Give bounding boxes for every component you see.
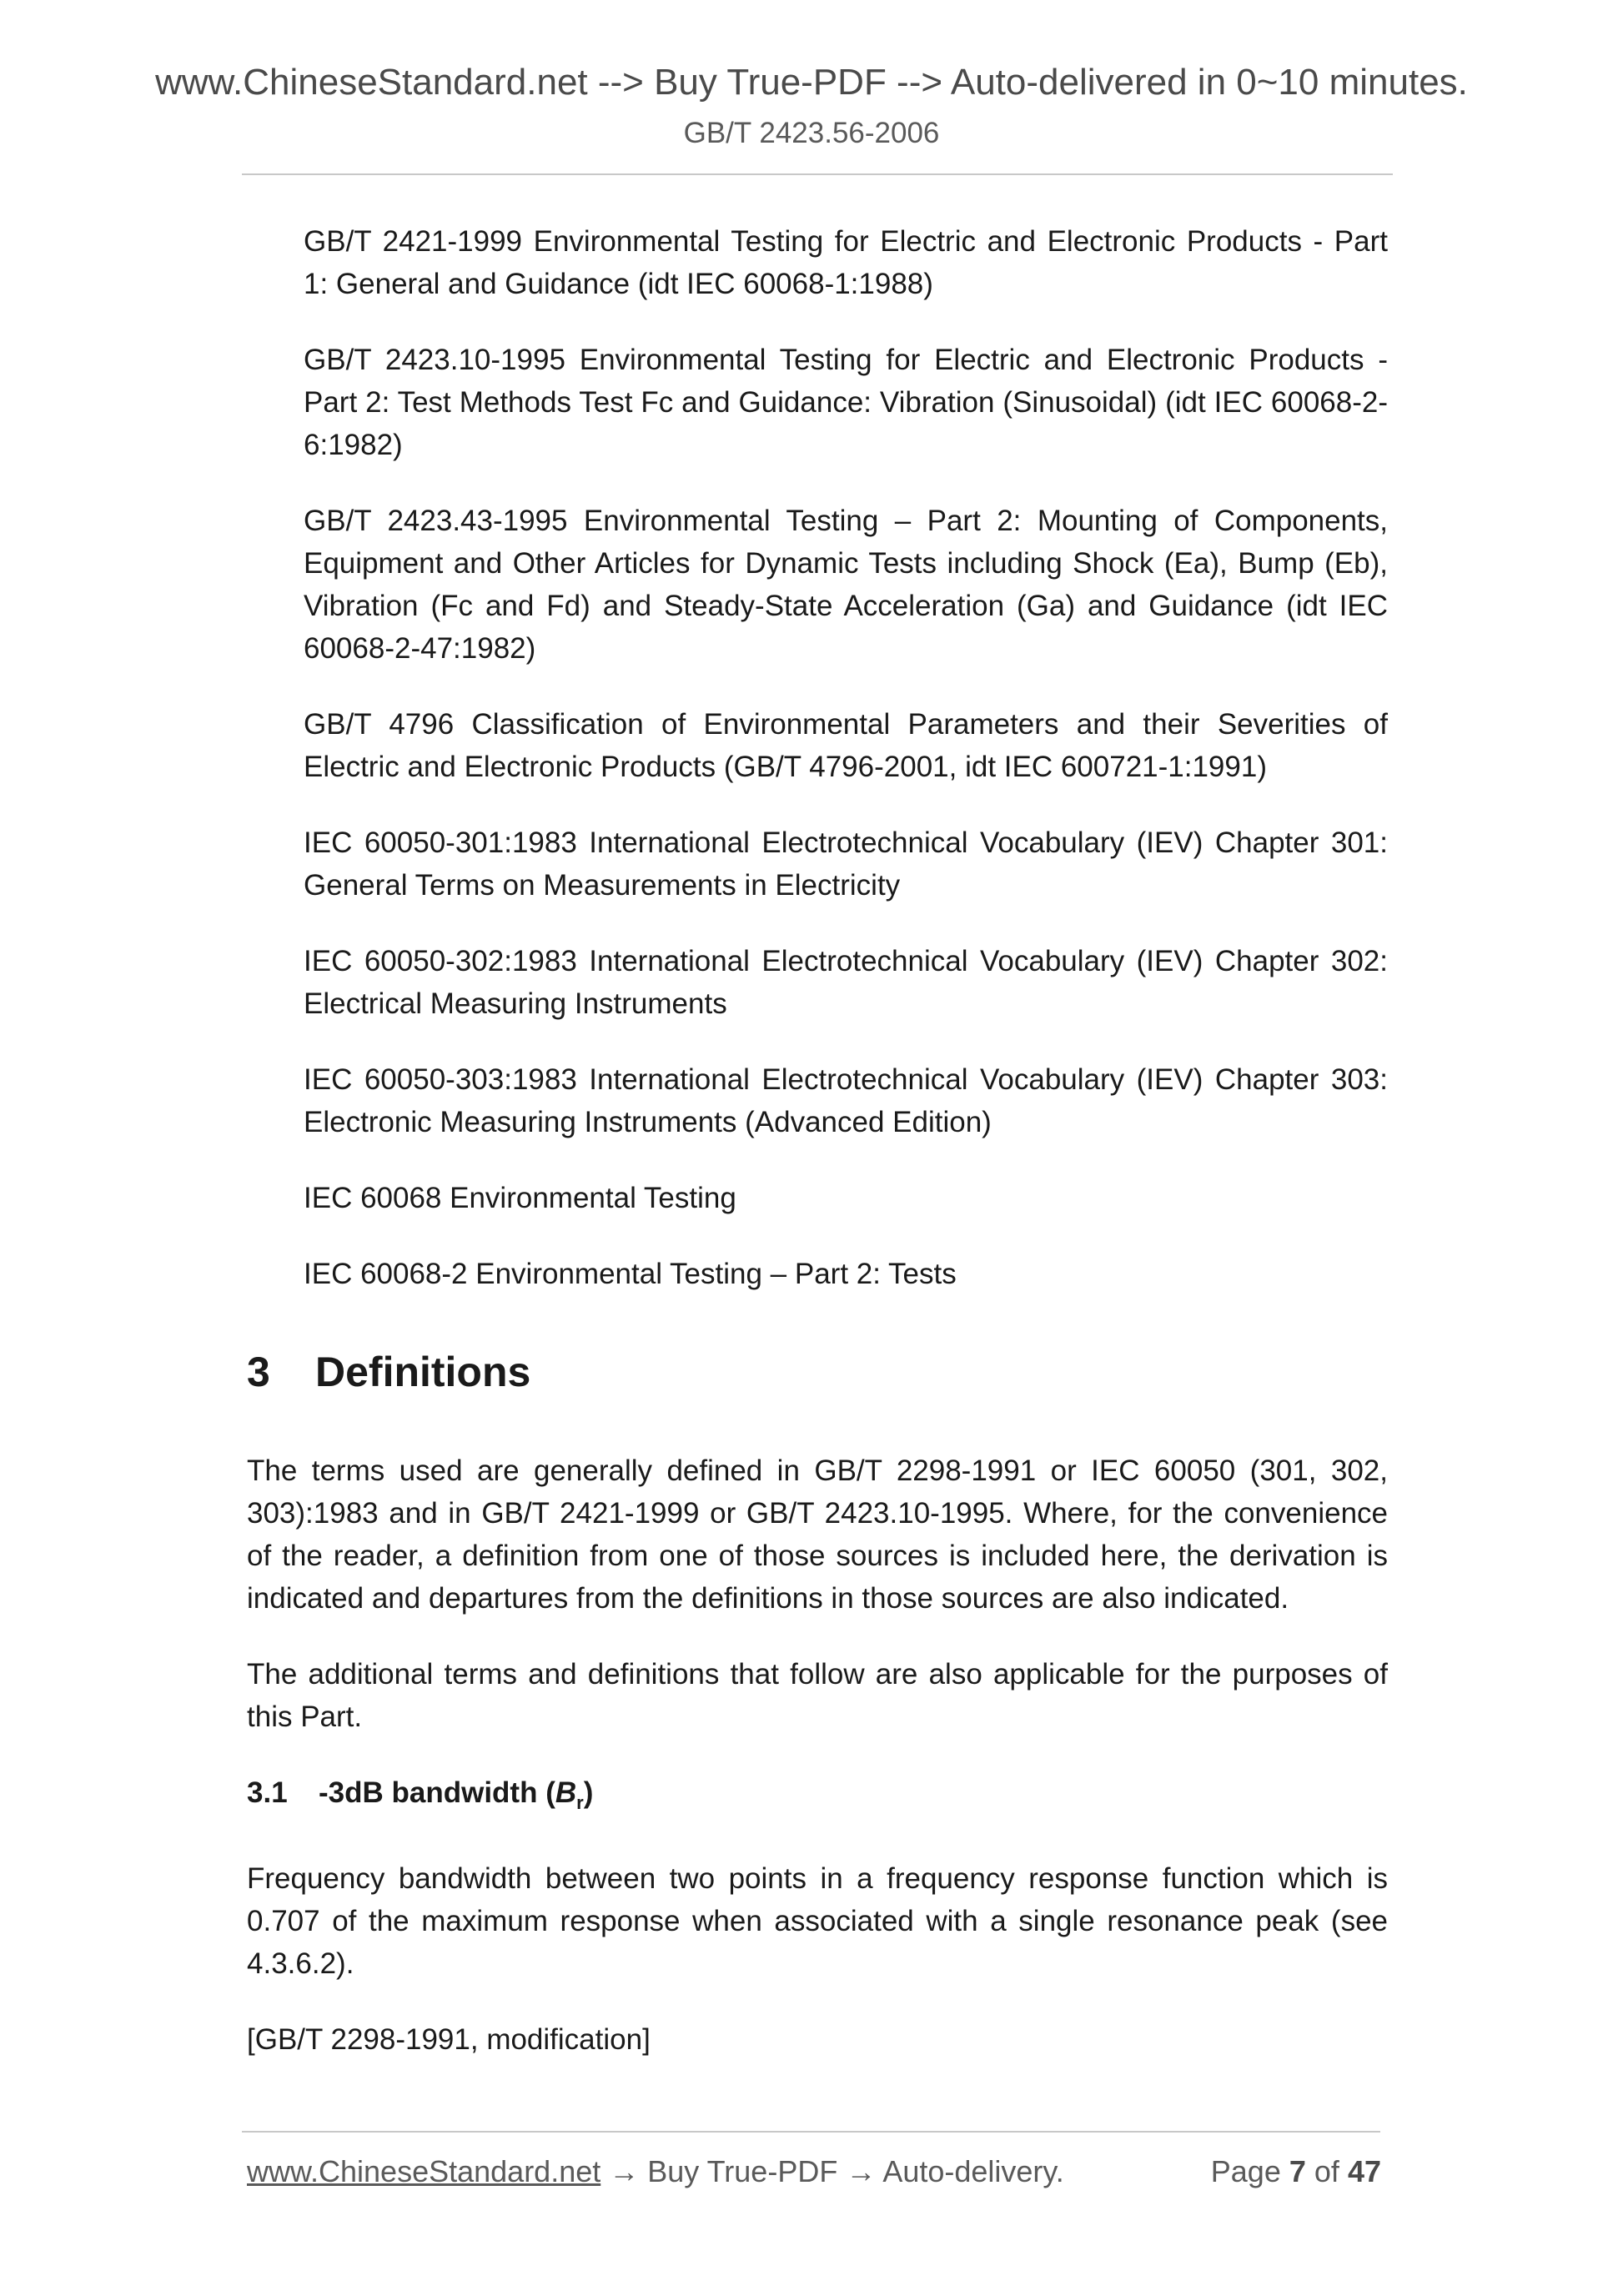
symbol-subscript: r	[576, 1792, 584, 1813]
reference-item: GB/T 2423.43-1995 Environmental Testing – Part 2: Mounting of Components, Equipment and Other Articles for Dynamic Tests including Shock (Ea), Bump (Eb), Vibration (Fc and Fd) and Steady-State Acceleration (Ga) and Guidance (idt IEC 60068-2-47:1982)	[304, 505, 1388, 665]
subsection-number: 3.1	[247, 1776, 288, 1809]
reference-item: IEC 60050-303:1983 International Electrotechnical Vocabulary (IEV) Chapter 303: Electronic Measuring Instruments (Advanced Edition)	[304, 1063, 1388, 1138]
subsection-heading	[247, 1771, 1388, 1824]
page-indicator	[1211, 2154, 1381, 2189]
footer-tagline: → Buy True-PDF → Auto-delivery.	[600, 2154, 1064, 2188]
footer	[247, 2154, 1381, 2189]
footer-left	[247, 2154, 1064, 2189]
footer-link[interactable]: www.ChineseStandard.net	[247, 2154, 601, 2188]
document-id: GB/T 2423.56-2006	[683, 117, 940, 149]
reference-item: IEC 60068 Environmental Testing	[304, 1182, 736, 1214]
reference-item: IEC 60068-2 Environmental Testing – Part 2: Tests	[304, 1258, 957, 1290]
section-title: Definitions	[315, 1349, 531, 1395]
definition-source: [GB/T 2298-1991, modification]	[247, 2023, 651, 2056]
of-label: of	[1314, 2154, 1339, 2188]
paragraph: The terms used are generally defined in GB/T 2298-1991 or IEC 60050 (301, 302, 303):1983 and in GB/T 2421-1999 or GB/T 2423.10-1995. Where, for the convenience of the reader, a definition from one of those sources is included here, the derivation is indicated and departures from the definitions in those sources are also indicated.	[247, 1454, 1388, 1615]
subsection-title-close: )	[583, 1776, 594, 1809]
subsection-title: -3dB bandwidth (	[319, 1776, 555, 1809]
header-divider	[242, 173, 1393, 175]
normative-references-list	[304, 220, 1388, 1329]
reference-item: IEC 60050-302:1983 International Electrotechnical Vocabulary (IEV) Chapter 302: Electrical Measuring Instruments	[304, 945, 1388, 1020]
page-total: 47	[1347, 2154, 1381, 2188]
definition-text: Frequency bandwidth between two points in a frequency response function which is 0.707 of the maximum response when associated with a single resonance peak (see 4.3.6.2).	[247, 1862, 1388, 1980]
section-number: 3	[247, 1349, 270, 1395]
reference-item: GB/T 2423.10-1995 Environmental Testing for Electric and Electronic Products - Part 2: Test Methods Test Fc and Guidance: Vibration (Sinusoidal) (idt IEC 60068-2-6:1982)	[304, 344, 1388, 461]
reference-item: GB/T 4796 Classification of Environmental Parameters and their Severities of Electric and Electronic Products (GB/T 4796-2001, idt IEC 600721-1:1991)	[304, 708, 1388, 783]
paragraph: The additional terms and definitions that follow are also applicable for the purposes of this Part.	[247, 1658, 1388, 1733]
section-heading	[247, 1351, 1388, 1393]
reference-item: GB/T 2421-1999 Environmental Testing for Electric and Electronic Products - Part 1: General and Guidance (idt IEC 60068-1:1988)	[304, 225, 1388, 300]
symbol: B	[555, 1776, 577, 1809]
header-banner: www.ChineseStandard.net --> Buy True-PDF --> Auto-delivered in 0~10 minutes.	[155, 62, 1468, 103]
page-number: 7	[1289, 2154, 1306, 2188]
footer-divider	[242, 2131, 1380, 2133]
reference-item: IEC 60050-301:1983 International Electrotechnical Vocabulary (IEV) Chapter 301: General Terms on Measurements in Electricity	[304, 826, 1388, 902]
page-label: Page	[1210, 2154, 1281, 2188]
section-definitions	[247, 1351, 1388, 2094]
